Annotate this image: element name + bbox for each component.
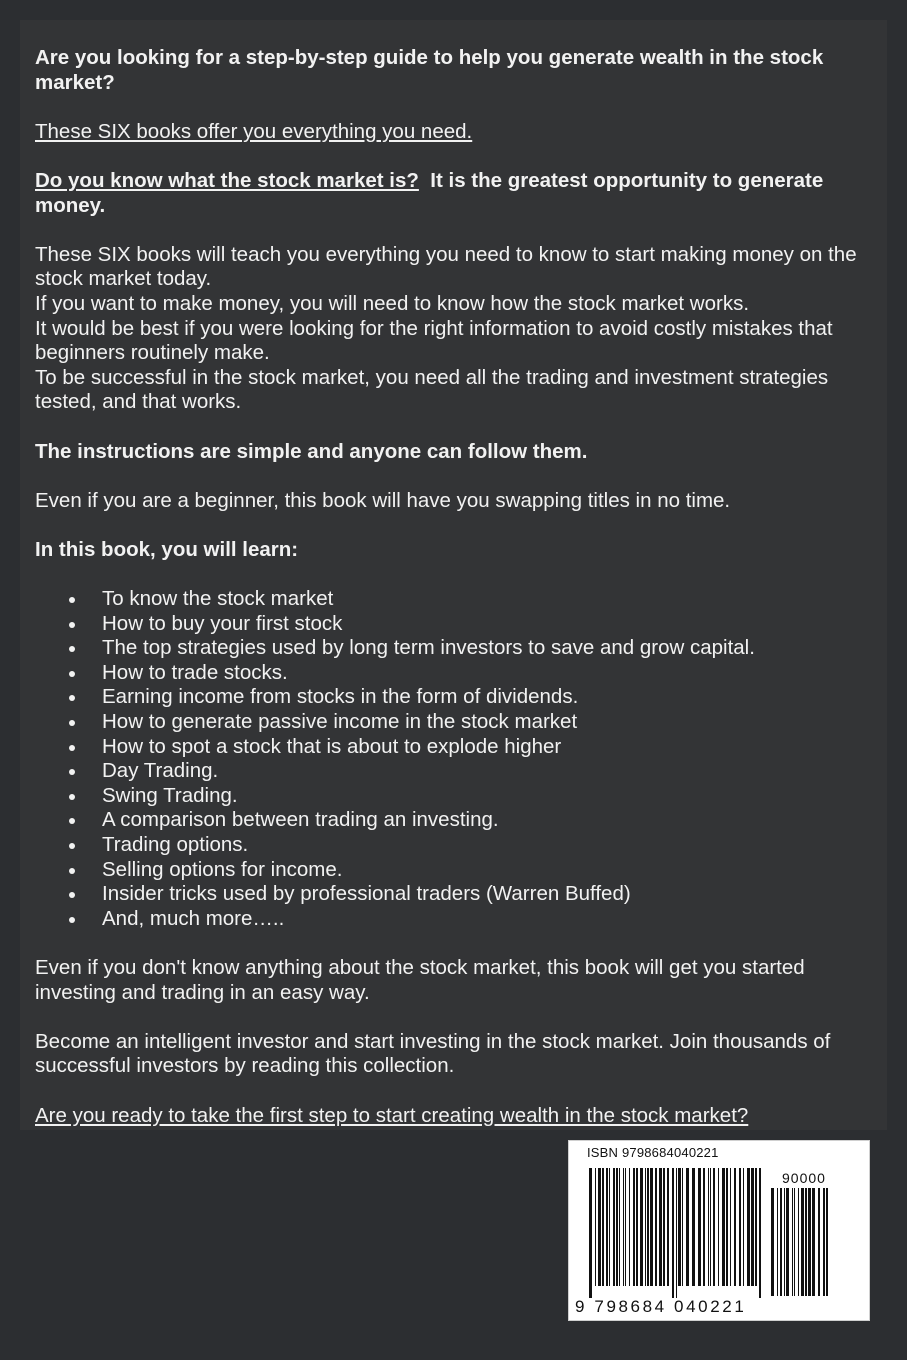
dont-know-paragraph: Even if you don't know anything about the stock market, this book will get you started investing and trading in an easy way.	[35, 955, 805, 1004]
barcode-bar	[812, 1188, 815, 1296]
know-answer: It is the greatest opportunity to generate money.	[35, 168, 824, 217]
bullet-icon	[69, 695, 75, 701]
list-item	[35, 882, 873, 907]
ready-question: Are you ready to take the first step to start creating wealth in the stock market?	[35, 1103, 749, 1127]
beginner-line: Even if you are a beginner, this book will have you swapping titles in no time.	[35, 488, 731, 512]
barcode-bar	[667, 1168, 669, 1286]
bullet-icon	[69, 622, 75, 628]
barcode-bar	[713, 1168, 715, 1286]
barcode-bar	[686, 1168, 689, 1286]
barcode-bar	[645, 1168, 646, 1286]
barcode-bar	[780, 1188, 782, 1296]
instructions-line: The instructions are simple and anyone can follow them.	[35, 439, 588, 463]
barcode-bar	[798, 1188, 799, 1296]
know-question-line	[35, 169, 873, 218]
barcode-bar	[609, 1168, 610, 1286]
list-item-text: How to generate passive income in the stock market	[102, 710, 578, 734]
ean-digits-left: 798684	[594, 1297, 667, 1316]
list-item	[35, 833, 873, 858]
list-item	[35, 685, 873, 710]
barcode-bar	[595, 1168, 596, 1286]
barcode-bars	[589, 1168, 761, 1298]
list-item-text: The top strategies used by long term investors to save and grow capital.	[102, 636, 755, 660]
bullet-icon	[69, 745, 75, 751]
list-item-text: To know the stock market	[102, 587, 334, 611]
bullet-icon	[69, 794, 75, 800]
list-item	[35, 907, 873, 932]
barcode-bar	[650, 1168, 653, 1286]
bullet-icon	[69, 671, 75, 677]
barcode-bar	[663, 1168, 665, 1286]
barcode-bar	[625, 1168, 626, 1286]
barcode-bar	[636, 1168, 638, 1286]
list-item-text: Selling options for income.	[102, 857, 343, 881]
barcode-bar	[676, 1168, 677, 1298]
barcode-bar	[623, 1168, 624, 1286]
learn-list	[35, 587, 873, 931]
bullet-icon	[69, 868, 75, 874]
barcode-bar	[589, 1168, 592, 1298]
barcode-bar	[801, 1188, 804, 1296]
barcode-bar	[678, 1168, 681, 1286]
list-item	[35, 587, 873, 612]
barcode-bar	[633, 1168, 635, 1286]
list-item	[35, 636, 873, 661]
learn-heading: In this book, you will learn:	[35, 537, 299, 561]
list-item-text: Swing Trading.	[102, 783, 238, 807]
barcode-bar	[698, 1168, 701, 1286]
barcode-bar	[602, 1168, 604, 1286]
become-paragraph: Become an intelligent investor and start investing in the stock market. Join thousands of successful investors by reading this collection.	[35, 1029, 831, 1078]
list-item	[35, 858, 873, 883]
list-item	[35, 661, 873, 686]
bullet-icon	[69, 892, 75, 898]
list-item	[35, 808, 873, 833]
bullet-icon	[69, 843, 75, 849]
barcode-bar	[598, 1168, 601, 1286]
barcode-bar	[616, 1168, 618, 1286]
price-code: 90000	[782, 1170, 826, 1186]
body-line-1: These SIX books will teach you everything you need to know to start making money on the stock market today.	[35, 242, 857, 291]
bullet-icon	[69, 917, 75, 923]
barcode-bar	[805, 1188, 807, 1296]
barcode-bar	[718, 1168, 719, 1286]
offer-line: These SIX books offer you everything you need.	[35, 119, 473, 143]
barcode-bar	[682, 1168, 683, 1286]
bullet-icon	[69, 720, 75, 726]
list-item-text: Earning income from stocks in the form of dividends.	[102, 685, 579, 709]
body-line-4: To be successful in the stock market, you need all the trading and investment strategies tested, and that works.	[35, 365, 829, 414]
ean-digit-first: 9	[575, 1297, 588, 1316]
barcode-bar	[826, 1188, 828, 1296]
body-line-3: It would be best if you were looking for the right information to avoid costly mistakes that beginners routinely make.	[35, 316, 833, 365]
barcode-bar	[823, 1188, 825, 1296]
barcode-bar	[655, 1168, 657, 1286]
barcode-bar	[743, 1168, 744, 1286]
list-item-text: Day Trading.	[102, 759, 219, 783]
bullet-icon	[69, 769, 75, 775]
barcode-bar	[818, 1188, 820, 1296]
barcode-bar	[794, 1188, 795, 1296]
list-item-text: How to buy your first stock	[102, 611, 343, 635]
barcode-bar	[640, 1168, 643, 1286]
isbn-barcode	[568, 1140, 870, 1321]
intro-question: Are you looking for a step-by-step guide to help you generate wealth in the stock market?	[35, 46, 824, 94]
barcode-bar	[647, 1168, 649, 1286]
list-item-text: Insider tricks used by professional traders (Warren Buffed)	[102, 882, 631, 906]
ean-digits-right: 040221	[674, 1297, 747, 1316]
isbn-label: ISBN 9798684040221	[587, 1145, 719, 1160]
barcode-bar	[619, 1168, 620, 1286]
list-item-text: A comparison between trading an investing.	[102, 808, 499, 832]
bullet-icon	[69, 818, 75, 824]
barcode-bar	[734, 1168, 736, 1286]
barcode-bar	[771, 1188, 774, 1296]
list-item	[35, 710, 873, 735]
barcode-bar	[755, 1168, 757, 1286]
description-panel	[20, 20, 887, 1130]
barcode-bar	[659, 1168, 662, 1286]
list-item	[35, 784, 873, 809]
barcode-bar	[808, 1188, 811, 1296]
list-item	[35, 612, 873, 637]
list-item-text: And, much more…..	[102, 906, 285, 930]
barcode-bar	[739, 1168, 741, 1286]
barcode-bar	[792, 1188, 793, 1296]
barcode-bar	[786, 1188, 789, 1296]
barcode-bar	[708, 1168, 709, 1286]
addon-barcode-bars	[771, 1188, 829, 1296]
bullet-icon	[69, 646, 75, 652]
ean-digits	[575, 1297, 746, 1317]
list-item	[35, 759, 873, 784]
barcode-bar	[759, 1168, 761, 1298]
barcode-bar	[730, 1168, 731, 1286]
barcode-bar	[784, 1188, 785, 1296]
know-question: Do you know what the stock market is?	[35, 168, 419, 192]
barcode-bar	[692, 1168, 695, 1286]
barcode-bar	[629, 1168, 630, 1286]
barcode-bar	[722, 1168, 725, 1286]
list-item-text: How to spot a stock that is about to explode higher	[102, 734, 562, 758]
body-line-2: If you want to make money, you will need to know how the stock market works.	[35, 291, 750, 315]
body-paragraph	[35, 243, 873, 415]
barcode-bar	[672, 1168, 674, 1298]
barcode-bar	[777, 1188, 778, 1296]
list-item-text: How to trade stocks.	[102, 660, 288, 684]
list-item-text: Trading options.	[102, 833, 249, 856]
bullet-icon	[69, 597, 75, 603]
barcode-bar	[751, 1168, 754, 1286]
barcode-bar	[606, 1168, 608, 1286]
barcode-bar	[613, 1168, 615, 1286]
barcode-bar	[703, 1168, 705, 1286]
barcode-bar	[747, 1168, 750, 1286]
barcode-bar	[726, 1168, 728, 1286]
barcode-bar	[710, 1168, 711, 1286]
list-item	[35, 735, 873, 760]
